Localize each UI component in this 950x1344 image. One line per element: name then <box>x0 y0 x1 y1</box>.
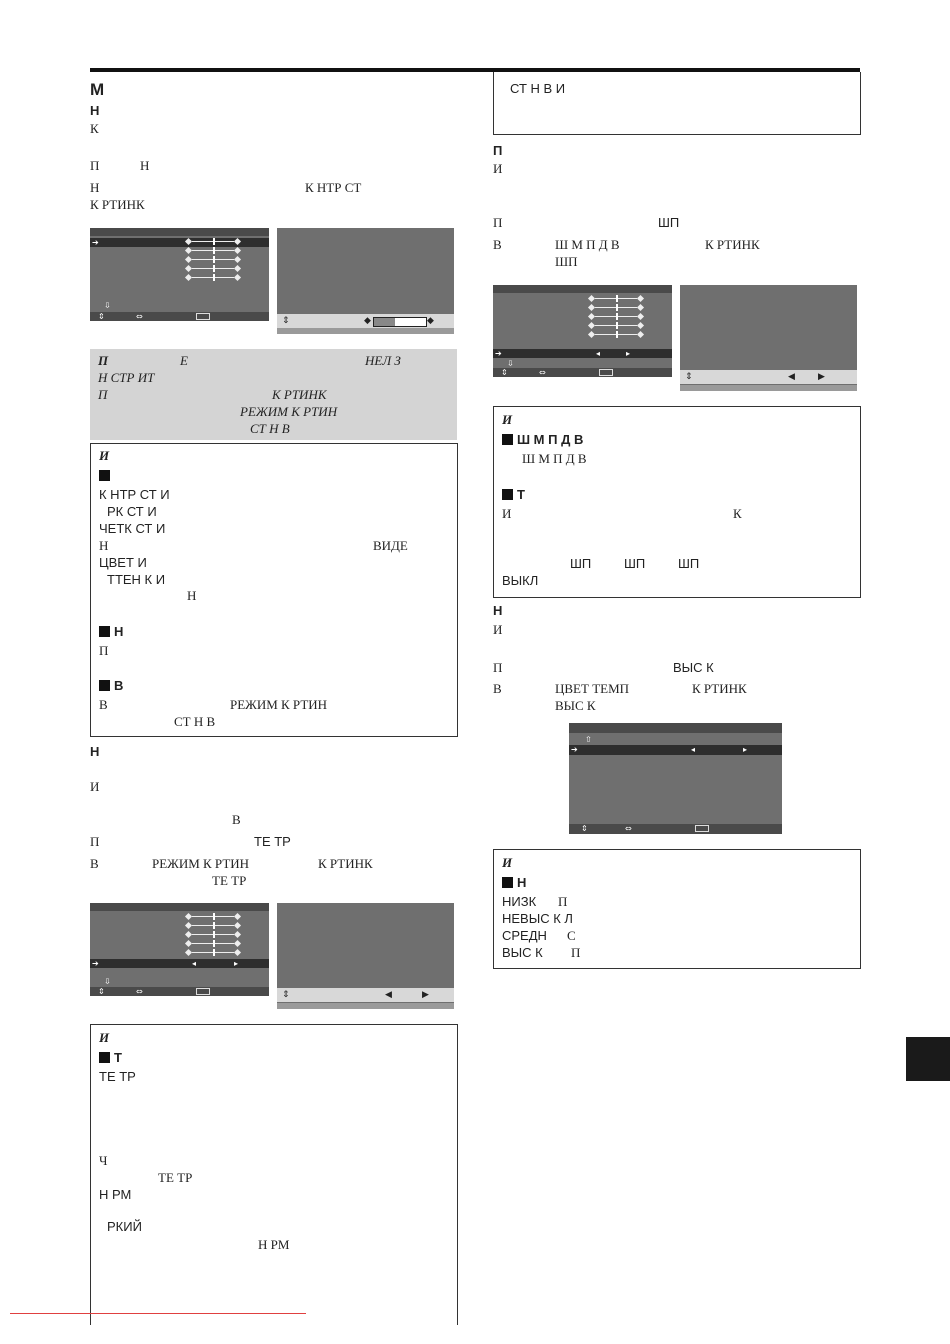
info-box-noise-text: И <box>502 506 512 521</box>
notice-text: Е <box>180 353 188 368</box>
info-box-noise-text: ШП <box>570 556 592 571</box>
left-column-text: К РТИНК <box>318 856 373 871</box>
triangle-right-icon: ▸ <box>234 959 239 968</box>
info-box-color-temp-heading-label: Н <box>517 875 527 890</box>
notice-text: Н СТР ИТ <box>98 370 155 385</box>
osd-preview-2 <box>680 285 857 391</box>
info-box-adjust-text: ТТЕН К И <box>107 572 166 587</box>
info-box-color-temp-text: И <box>502 855 513 870</box>
triangle-left-icon: ◀ <box>385 990 392 1000</box>
right-column-text: Ш М П Д В <box>555 237 620 252</box>
right-column-text: И <box>493 622 503 637</box>
info-box-theater-text: РКИЙ <box>107 1219 142 1234</box>
left-column-text: В <box>232 812 241 827</box>
up-down-icon: ⇕ <box>98 987 105 996</box>
notice-text: НЕЛ З <box>365 353 401 368</box>
info-box-color-temp-text: П <box>558 894 568 909</box>
info-box-color-temp-heading <box>502 875 526 890</box>
left-column-text: Н <box>140 158 150 173</box>
info-box-adjust-heading <box>99 468 114 483</box>
info-box-color-temp-text: ВЫС К <box>502 945 543 960</box>
up-down-icon: ⇕ <box>98 312 105 321</box>
right-column-text: В <box>493 237 502 252</box>
info-box-adjust-text: ВИДЕ <box>373 538 408 553</box>
notice-text: К РТИНК <box>272 387 327 402</box>
info-box-adjust-text: РК СТ И <box>107 504 157 519</box>
info-box-adjust-text: Н <box>99 538 109 553</box>
left-column-text: И <box>90 779 100 794</box>
left-column-text: К НТР СТ <box>305 180 362 195</box>
info-box-noise-text: ШП <box>678 556 700 571</box>
info-box-theater-heading-label: Т <box>114 1050 122 1065</box>
info-box-color-temp-text: П <box>571 945 581 960</box>
info-box-theater-text: Н РМ <box>258 1237 290 1252</box>
info-box-noise-heading <box>502 432 583 447</box>
right-column-text: ШП <box>555 254 578 269</box>
left-column-text: ТЕ ТР <box>212 873 247 888</box>
exit-button-icon <box>599 369 613 376</box>
info-box-adjust-text: П <box>99 643 109 658</box>
info-box-adjust-text: СТ Н В <box>174 714 216 729</box>
top-right-box-text: СТ Н В И <box>510 81 566 96</box>
info-box-color-temp-text: С <box>567 928 576 943</box>
square-bullet-icon <box>502 489 513 500</box>
left-column-text: К РТИНК <box>90 197 145 212</box>
triangle-right-icon: ▸ <box>743 745 748 754</box>
right-column-text: ШП <box>658 215 680 230</box>
exit-button-icon <box>695 825 709 832</box>
square-bullet-icon <box>99 680 110 691</box>
info-box-adjust-heading <box>99 624 123 639</box>
info-box-adjust-heading-label: В <box>114 678 124 693</box>
info-box-adjust-text: В <box>99 697 108 712</box>
left-column-text: П <box>90 158 100 173</box>
left-column-text: П <box>90 834 100 849</box>
up-arrow-icon: ⇧ <box>585 735 592 744</box>
left-column-text: Н <box>90 103 100 118</box>
right-column-text: П <box>493 215 503 230</box>
info-box-theater-heading <box>99 1050 122 1065</box>
osd-menu-picture <box>90 228 269 321</box>
triangle-right-icon: ▶ <box>422 990 429 1000</box>
right-column-text: К РТИНК <box>705 237 760 252</box>
right-column-text: П <box>493 143 503 158</box>
info-box-adjust-text: Н <box>187 588 197 603</box>
left-column-text: ТЕ ТР <box>254 834 291 849</box>
square-bullet-icon <box>99 470 110 481</box>
square-bullet-icon <box>502 434 513 445</box>
info-box-color-temp-text: НЕВЫС К Л <box>502 911 573 926</box>
info-box-color-temp <box>493 849 861 969</box>
triangle-left-icon: ◂ <box>192 959 197 968</box>
info-box-adjust-text: И <box>99 448 110 463</box>
up-down-icon: ⇕ <box>685 372 693 382</box>
triangle-left-icon: ◂ <box>596 349 601 358</box>
square-bullet-icon <box>99 626 110 637</box>
osd-preview-4 <box>277 903 454 1009</box>
left-column-text: М <box>90 80 105 99</box>
info-box-noise-text: ВЫКЛ <box>502 573 539 588</box>
triangle-left-icon: ◂ <box>691 745 696 754</box>
info-box-theater-text: Ч <box>99 1153 108 1168</box>
right-column-text: ЦВЕТ ТЕМП <box>555 681 630 696</box>
up-down-icon: ⇕ <box>282 990 290 1000</box>
up-down-icon: ⇕ <box>581 824 588 833</box>
notice-text: СТ Н В <box>250 421 290 436</box>
info-box-noise-text: И <box>502 412 513 427</box>
square-bullet-icon <box>99 1052 110 1063</box>
right-column-text: ВЫС К <box>673 660 714 675</box>
info-box-adjust-heading <box>99 678 123 693</box>
arrow-right-icon: ➔ <box>92 238 99 247</box>
diamond-icon: ◆ <box>364 316 371 326</box>
info-box-color-temp-text: НИЗК <box>502 894 537 909</box>
info-box-adjust-heading-label: Н <box>114 624 124 639</box>
left-column-text: В <box>90 856 99 871</box>
up-down-icon: ⇕ <box>282 316 290 326</box>
info-box-noise-text: К <box>733 506 742 521</box>
info-box-adjust-text: РЕЖИМ К РТИН <box>230 697 328 712</box>
pointer-icon: ⇩ <box>104 977 111 986</box>
info-box-theater-text: Н РМ <box>99 1187 132 1202</box>
osd-menu-color-temp <box>569 723 782 834</box>
osd-menu-theater <box>90 903 269 996</box>
left-right-icon: ⇔ <box>539 368 546 377</box>
info-box-noise-heading-label: Т <box>517 487 525 502</box>
notice-text: РЕЖИМ К РТИН <box>240 404 338 419</box>
triangle-left-icon: ◀ <box>788 372 795 382</box>
info-box-color-temp-text: СРЕДН <box>502 928 547 943</box>
left-column-text: К <box>90 121 99 136</box>
info-box-adjust-text: К НТР СТ И <box>99 487 170 502</box>
info-box-theater-text: ТЕ ТР <box>158 1170 193 1185</box>
info-box-noise-heading-label: Ш М П Д В <box>517 432 584 447</box>
footer-rule <box>10 1313 306 1314</box>
right-column-text: Н <box>493 603 503 618</box>
right-column-text: П <box>493 660 503 675</box>
info-box-noise-heading <box>502 487 525 502</box>
left-column-text: Н <box>90 180 100 195</box>
pointer-icon: ⇩ <box>507 359 514 368</box>
left-right-icon: ⇔ <box>136 987 143 996</box>
section-tab <box>906 1037 950 1081</box>
left-right-icon: ⇔ <box>136 312 143 321</box>
info-box-noise-text: Ш М П Д В <box>522 451 587 466</box>
diamond-icon: ◆ <box>427 316 434 326</box>
exit-button-icon <box>196 313 210 320</box>
info-box-noise-text: ШП <box>624 556 646 571</box>
osd-menu-noise <box>493 285 672 377</box>
info-box-theater-text: ТЕ ТР <box>99 1069 136 1084</box>
pointer-icon: ⇩ <box>104 301 111 310</box>
arrow-right-icon: ➔ <box>92 959 99 968</box>
notice-text: П <box>98 353 109 368</box>
info-box-adjust-text: ЧЕТК СТ И <box>99 521 166 536</box>
right-column-text: К РТИНК <box>692 681 747 696</box>
left-right-icon: ⇔ <box>625 824 632 833</box>
info-box-theater <box>90 1024 458 1325</box>
triangle-right-icon: ▶ <box>818 372 825 382</box>
info-box-adjust-text: ЦВЕТ И <box>99 555 147 570</box>
left-column-text: РЕЖИМ К РТИН <box>152 856 250 871</box>
left-column-text: Н <box>90 744 100 759</box>
right-column-text: И <box>493 161 503 176</box>
notice-text: П <box>98 387 108 402</box>
right-column-text: В <box>493 681 502 696</box>
osd-preview-1 <box>277 228 454 334</box>
up-down-icon: ⇕ <box>501 368 508 377</box>
arrow-right-icon: ➔ <box>495 349 502 358</box>
square-bullet-icon <box>502 877 513 888</box>
arrow-right-icon: ➔ <box>571 745 578 754</box>
triangle-right-icon: ▸ <box>626 349 631 358</box>
exit-button-icon <box>196 988 210 995</box>
info-box-theater-text: И <box>99 1030 110 1045</box>
right-column-text: ВЫС К <box>555 698 596 713</box>
